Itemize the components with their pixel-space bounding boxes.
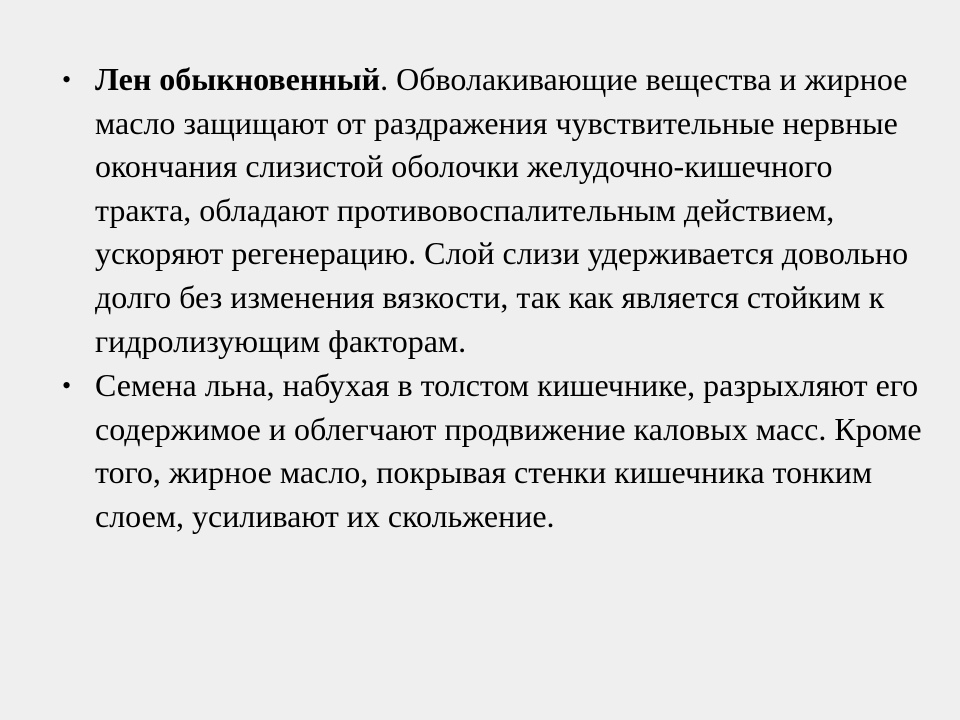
bullet-item-flax: [62, 58, 922, 363]
term-heading: Лен обыкновенный: [95, 61, 381, 97]
bullet-list: [62, 58, 922, 539]
bullet-item-seeds: [62, 364, 922, 538]
bullet-text: [95, 58, 922, 363]
bullet-body: Семена льна, набухая в толстом кишечнике, разрыхляют его содержимое и облегчают продвижение каловых масс. Кроме того, жирное масло, покрывая стенки кишечника тонким слоем, усиливают их скольжение.: [95, 367, 922, 534]
bullet-icon: •: [62, 65, 72, 94]
bullet-icon: •: [62, 371, 72, 401]
bullet-body: . Обволакивающие вещества и жирное масло защищают от раздражения чувствительные нервные окончания слизистой оболочки желудочно-кишечного тракта, обладают противовоспалительным действием, ускоряют регенерацию. Слой слизи удерживается довольно долго без изменения вязкости, так как является стойким к гидролизующим факторам.: [95, 61, 909, 359]
